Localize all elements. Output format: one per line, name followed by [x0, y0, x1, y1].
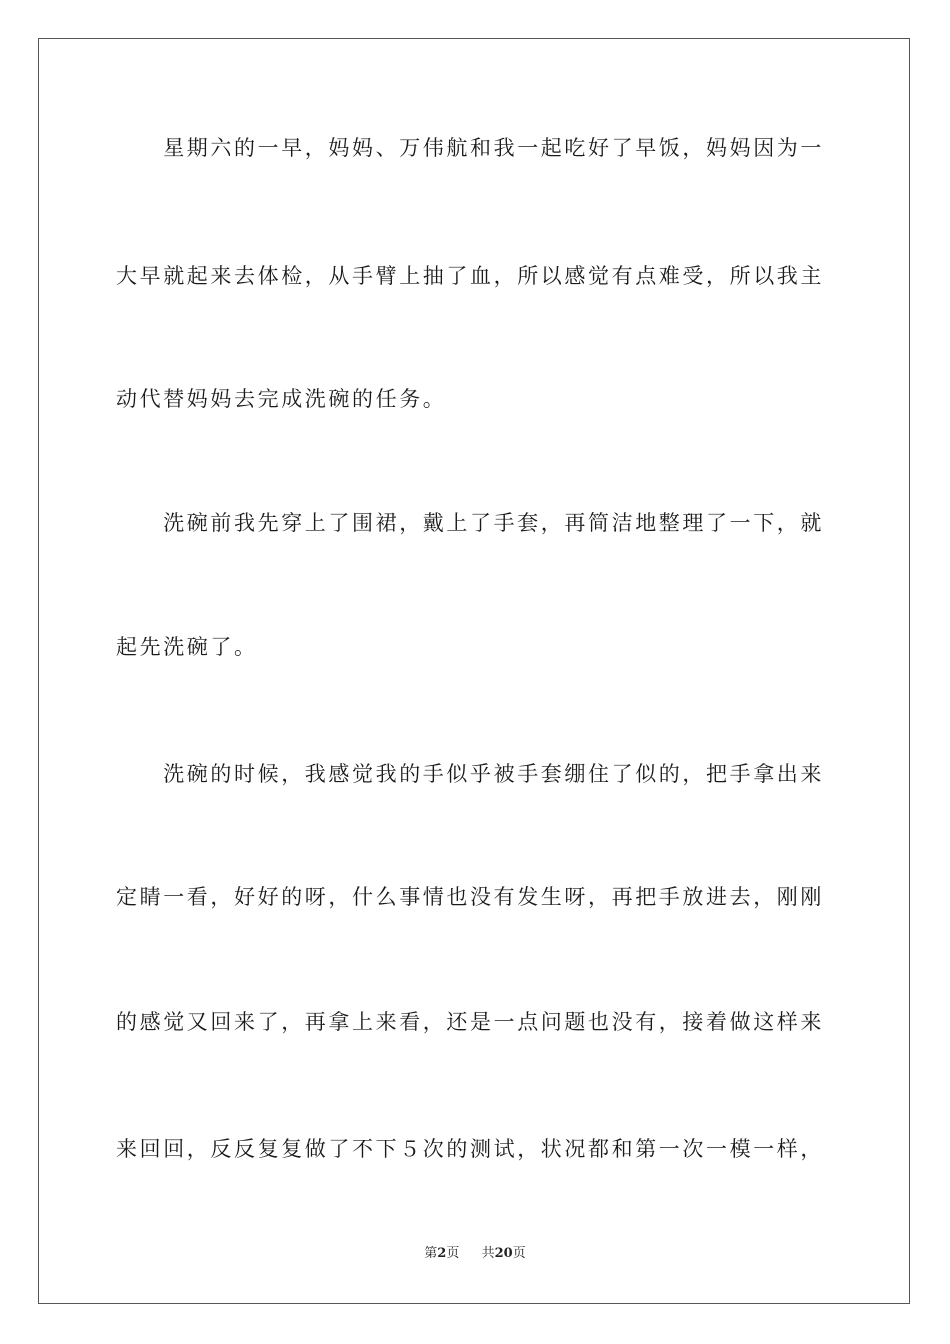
page-number-label: 第2页 [424, 1246, 460, 1261]
text-line: 大早就起来去体检，从手臂上抽了血，所以感觉有点难受，所以我主 [116, 264, 824, 288]
text-line: 来回回，反反复复做了不下５次的测试，状况都和第一次一模一样， [116, 1137, 824, 1161]
page-footer [0, 1245, 950, 1263]
page-border [38, 38, 910, 1304]
text-line: 的感觉又回来了，再拿上来看，还是一点问题也没有，接着做这样来 [116, 1010, 824, 1034]
text-line: 动代替妈妈去完成洗碗的任务。 [116, 387, 447, 411]
text-line: 洗碗的时候，我感觉我的手似乎被手套绷住了似的，把手拿出来 [116, 762, 824, 786]
text-line: 星期六的一早，妈妈、万伟航和我一起吃好了早饭，妈妈因为一 [116, 136, 824, 160]
current-page: 2 [437, 1246, 447, 1261]
text-line: 起先洗碗了。 [116, 635, 258, 659]
total-pages: 20 [494, 1246, 513, 1261]
total-pages-label: 共20页 [481, 1246, 526, 1261]
text-line: 洗碗前我先穿上了围裙，戴上了手套，再简洁地整理了一下，就 [116, 511, 824, 535]
text-line: 定睛一看，好好的呀，什么事情也没有发生呀，再把手放进去，刚刚 [116, 885, 824, 909]
